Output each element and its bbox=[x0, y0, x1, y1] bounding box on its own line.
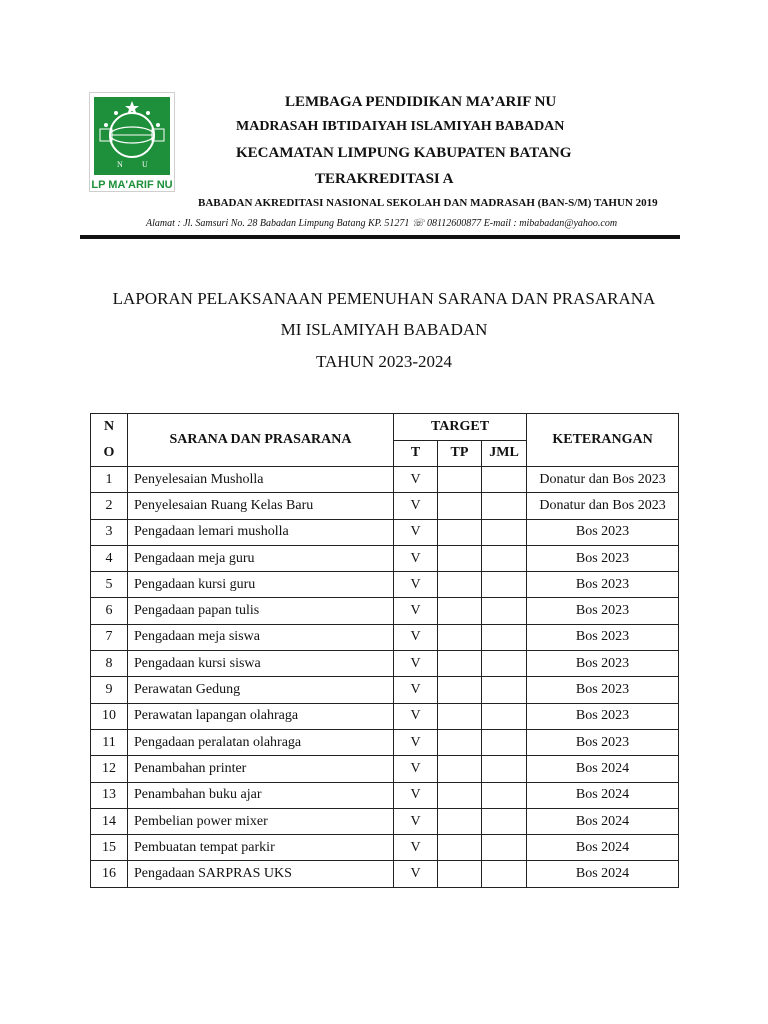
header-tp: TP bbox=[438, 440, 482, 467]
table-row bbox=[91, 808, 679, 834]
cell-ket: Donatur dan Bos 2023 bbox=[527, 467, 679, 493]
table-row bbox=[91, 703, 679, 729]
cell-name: Penambahan printer bbox=[128, 756, 394, 782]
cell-name: Pengadaan kursi siswa bbox=[128, 651, 394, 677]
cell-no: 15 bbox=[91, 835, 128, 861]
cell-no: 3 bbox=[91, 519, 128, 545]
cell-name: Pengadaan SARPRAS UKS bbox=[128, 861, 394, 887]
header-name: SARANA DAN PRASARANA bbox=[128, 414, 394, 467]
cell-t: V bbox=[394, 545, 438, 571]
cell-name: Perawatan Gedung bbox=[128, 677, 394, 703]
cell-no: 5 bbox=[91, 572, 128, 598]
cell-t: V bbox=[394, 808, 438, 834]
cell-tp bbox=[438, 519, 482, 545]
cell-jml bbox=[482, 808, 527, 834]
cell-jml bbox=[482, 493, 527, 519]
cell-tp bbox=[438, 493, 482, 519]
cell-name: Pengadaan meja guru bbox=[128, 545, 394, 571]
header-jml: JML bbox=[482, 440, 527, 467]
cell-tp bbox=[438, 467, 482, 493]
cell-tp bbox=[438, 782, 482, 808]
cell-jml bbox=[482, 598, 527, 624]
cell-no: 2 bbox=[91, 493, 128, 519]
svg-text:N: N bbox=[117, 160, 123, 169]
cell-tp bbox=[438, 703, 482, 729]
cell-tp bbox=[438, 677, 482, 703]
header-no: N O bbox=[91, 414, 128, 467]
table-row bbox=[91, 651, 679, 677]
cell-jml bbox=[482, 729, 527, 755]
cell-name: Penambahan buku ajar bbox=[128, 782, 394, 808]
cell-ket: Bos 2023 bbox=[527, 651, 679, 677]
cell-name: Penyelesaian Musholla bbox=[128, 467, 394, 493]
cell-jml bbox=[482, 677, 527, 703]
nu-emblem-icon bbox=[90, 93, 174, 191]
accreditation-line: TERAKREDITASI A bbox=[315, 171, 454, 187]
cell-tp bbox=[438, 545, 482, 571]
cell-t: V bbox=[394, 467, 438, 493]
cell-jml bbox=[482, 624, 527, 650]
cell-t: V bbox=[394, 677, 438, 703]
cell-tp bbox=[438, 861, 482, 887]
cell-tp bbox=[438, 756, 482, 782]
cell-name: Pengadaan kursi guru bbox=[128, 572, 394, 598]
header-t: T bbox=[394, 440, 438, 467]
cell-t: V bbox=[394, 861, 438, 887]
cell-name: Perawatan lapangan olahraga bbox=[128, 703, 394, 729]
cell-ket: Donatur dan Bos 2023 bbox=[527, 493, 679, 519]
table-row bbox=[91, 677, 679, 703]
table-row bbox=[91, 572, 679, 598]
address-line: Alamat : Jl. Samsuri No. 28 Babadan Limpung Batang KP. 51271 ☏ 08112600877 E-mail : mibabadan@yahoo.com bbox=[146, 218, 618, 229]
cell-no: 1 bbox=[91, 467, 128, 493]
report-title-line-1: LAPORAN PELAKSANAAN PEMENUHAN SARANA DAN PRASARANA bbox=[112, 289, 656, 308]
table-row bbox=[91, 835, 679, 861]
cell-jml bbox=[482, 519, 527, 545]
cell-ket: Bos 2023 bbox=[527, 624, 679, 650]
cell-no: 14 bbox=[91, 808, 128, 834]
cell-name: Pengadaan peralatan olahraga bbox=[128, 729, 394, 755]
cell-ket: Bos 2023 bbox=[527, 729, 679, 755]
cell-no: 12 bbox=[91, 756, 128, 782]
cell-name: Penyelesaian Ruang Kelas Baru bbox=[128, 493, 394, 519]
cell-t: V bbox=[394, 756, 438, 782]
cell-t: V bbox=[394, 651, 438, 677]
cell-name: Pembuatan tempat parkir bbox=[128, 835, 394, 861]
cell-jml bbox=[482, 782, 527, 808]
cell-t: V bbox=[394, 835, 438, 861]
cell-no: 7 bbox=[91, 624, 128, 650]
cell-no: 8 bbox=[91, 651, 128, 677]
table-row bbox=[91, 861, 679, 887]
lp-maarif-nu-logo bbox=[89, 92, 175, 192]
cell-jml bbox=[482, 467, 527, 493]
cell-no: 10 bbox=[91, 703, 128, 729]
table-row bbox=[91, 598, 679, 624]
cell-tp bbox=[438, 572, 482, 598]
cell-ket: Bos 2023 bbox=[527, 703, 679, 729]
table-row bbox=[91, 519, 679, 545]
cell-t: V bbox=[394, 572, 438, 598]
cell-no: 6 bbox=[91, 598, 128, 624]
header-divider bbox=[80, 235, 680, 239]
cell-tp bbox=[438, 835, 482, 861]
table-row bbox=[91, 729, 679, 755]
table-row bbox=[91, 782, 679, 808]
cell-t: V bbox=[394, 703, 438, 729]
table-row bbox=[91, 545, 679, 571]
cell-jml bbox=[482, 835, 527, 861]
cell-name: Pengadaan papan tulis bbox=[128, 598, 394, 624]
table-body bbox=[91, 467, 679, 888]
cell-ket: Bos 2023 bbox=[527, 598, 679, 624]
header-keterangan: KETERANGAN bbox=[527, 414, 679, 467]
cell-t: V bbox=[394, 782, 438, 808]
cell-tp bbox=[438, 624, 482, 650]
cell-jml bbox=[482, 545, 527, 571]
cell-t: V bbox=[394, 729, 438, 755]
facilities-table bbox=[90, 413, 679, 888]
cell-tp bbox=[438, 598, 482, 624]
cell-name: Pengadaan meja siswa bbox=[128, 624, 394, 650]
cell-jml bbox=[482, 572, 527, 598]
cell-jml bbox=[482, 861, 527, 887]
cell-tp bbox=[438, 651, 482, 677]
cell-no: 4 bbox=[91, 545, 128, 571]
cell-t: V bbox=[394, 624, 438, 650]
cell-ket: Bos 2024 bbox=[527, 808, 679, 834]
cell-tp bbox=[438, 729, 482, 755]
table-row bbox=[91, 624, 679, 650]
cell-ket: Bos 2023 bbox=[527, 572, 679, 598]
table-row bbox=[91, 756, 679, 782]
cell-t: V bbox=[394, 519, 438, 545]
cell-jml bbox=[482, 703, 527, 729]
cell-ket: Bos 2024 bbox=[527, 835, 679, 861]
cell-ket: Bos 2023 bbox=[527, 677, 679, 703]
cell-no: 13 bbox=[91, 782, 128, 808]
logo-text: LP MA'ARIF NU bbox=[91, 179, 173, 191]
cell-ket: Bos 2024 bbox=[527, 756, 679, 782]
cell-name: Pengadaan lemari musholla bbox=[128, 519, 394, 545]
cell-name: Pembelian power mixer bbox=[128, 808, 394, 834]
cell-no: 9 bbox=[91, 677, 128, 703]
cell-jml bbox=[482, 651, 527, 677]
cell-ket: Bos 2023 bbox=[527, 545, 679, 571]
cell-no: 11 bbox=[91, 729, 128, 755]
report-title-line-2: MI ISLAMIYAH BABADAN bbox=[280, 320, 488, 339]
institution-line-3: KECAMATAN LIMPUNG KABUPATEN BATANG bbox=[236, 145, 572, 161]
cell-t: V bbox=[394, 493, 438, 519]
report-title-line-3: TAHUN 2023-2024 bbox=[315, 352, 453, 371]
institution-line-1: LEMBAGA PENDIDIKAN MA’ARIF NU bbox=[285, 94, 557, 110]
header-target: TARGET bbox=[394, 414, 527, 441]
cell-ket: Bos 2024 bbox=[527, 861, 679, 887]
cell-ket: Bos 2023 bbox=[527, 519, 679, 545]
table-row bbox=[91, 467, 679, 493]
table-row bbox=[91, 493, 679, 519]
institution-line-2: MADRASAH IBTIDAIYAH ISLAMIYAH BABADAN bbox=[236, 119, 565, 134]
cell-tp bbox=[438, 808, 482, 834]
cell-no: 16 bbox=[91, 861, 128, 887]
cell-jml bbox=[482, 756, 527, 782]
cell-ket: Bos 2024 bbox=[527, 782, 679, 808]
accreditation-body-line: BABADAN AKREDITASI NASIONAL SEKOLAH DAN MADRASAH (BAN-S/M) TAHUN 2019 bbox=[198, 197, 658, 209]
svg-text:U: U bbox=[142, 160, 148, 169]
cell-t: V bbox=[394, 598, 438, 624]
